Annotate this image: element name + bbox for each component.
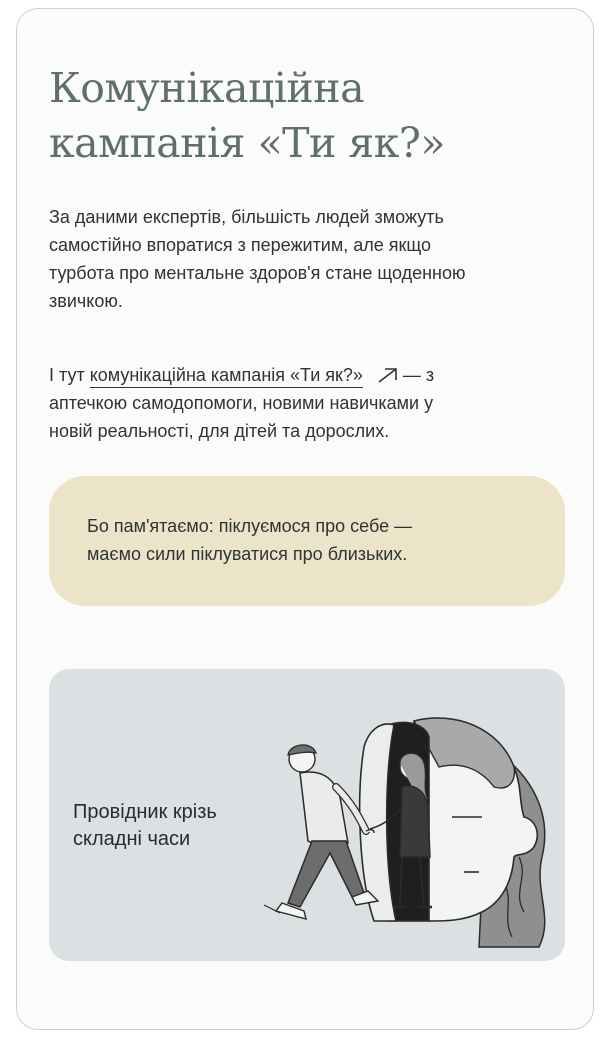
guide-card[interactable] <box>49 669 565 961</box>
guide-title-line-1: Провідник крізь <box>73 801 217 823</box>
title-line-1: Комунікаційна <box>49 64 365 112</box>
intro-line-3: турбота про ментальне здоров'я стане щоденною <box>49 263 466 283</box>
man-torso <box>300 772 348 847</box>
campaign-line-3: новій реальності, для дітей та дорослих. <box>49 421 390 441</box>
guide-illustration <box>224 707 554 961</box>
campaign-paragraph <box>49 361 569 445</box>
guide-title-line-2: складні часи <box>73 828 191 850</box>
intro-line-1: За даними експертів, більшість людей зможуть <box>49 207 444 227</box>
content-card <box>16 8 594 1030</box>
campaign-prefix: І тут <box>49 365 90 385</box>
intro-paragraph <box>49 203 569 315</box>
intro-line-4: звичкою. <box>49 291 123 311</box>
campaign-link[interactable]: комунікаційна кампанія «Ти як?» <box>89 365 363 385</box>
quote-line-1: Бо пам'ятаємо: піклуємося про себе — <box>87 516 413 536</box>
campaign-line-2: аптечкою самодопомоги, новими навичками у <box>49 393 434 413</box>
woman-body <box>400 786 430 857</box>
intro-line-2: самостійно впоратися з пережитим, але якщо <box>49 235 432 255</box>
arrow-up-right-icon[interactable] <box>377 367 399 383</box>
title-line-2: кампанія «Ти як?» <box>49 119 445 167</box>
guide-card-title <box>73 799 217 853</box>
campaign-suffix: — з <box>402 365 435 385</box>
campaign-line-1 <box>49 361 569 389</box>
page-title <box>49 61 569 171</box>
quote-text <box>87 512 565 568</box>
quote-line-2: маємо сили піклуватися про близьких. <box>87 544 408 564</box>
quote-block <box>49 476 565 606</box>
